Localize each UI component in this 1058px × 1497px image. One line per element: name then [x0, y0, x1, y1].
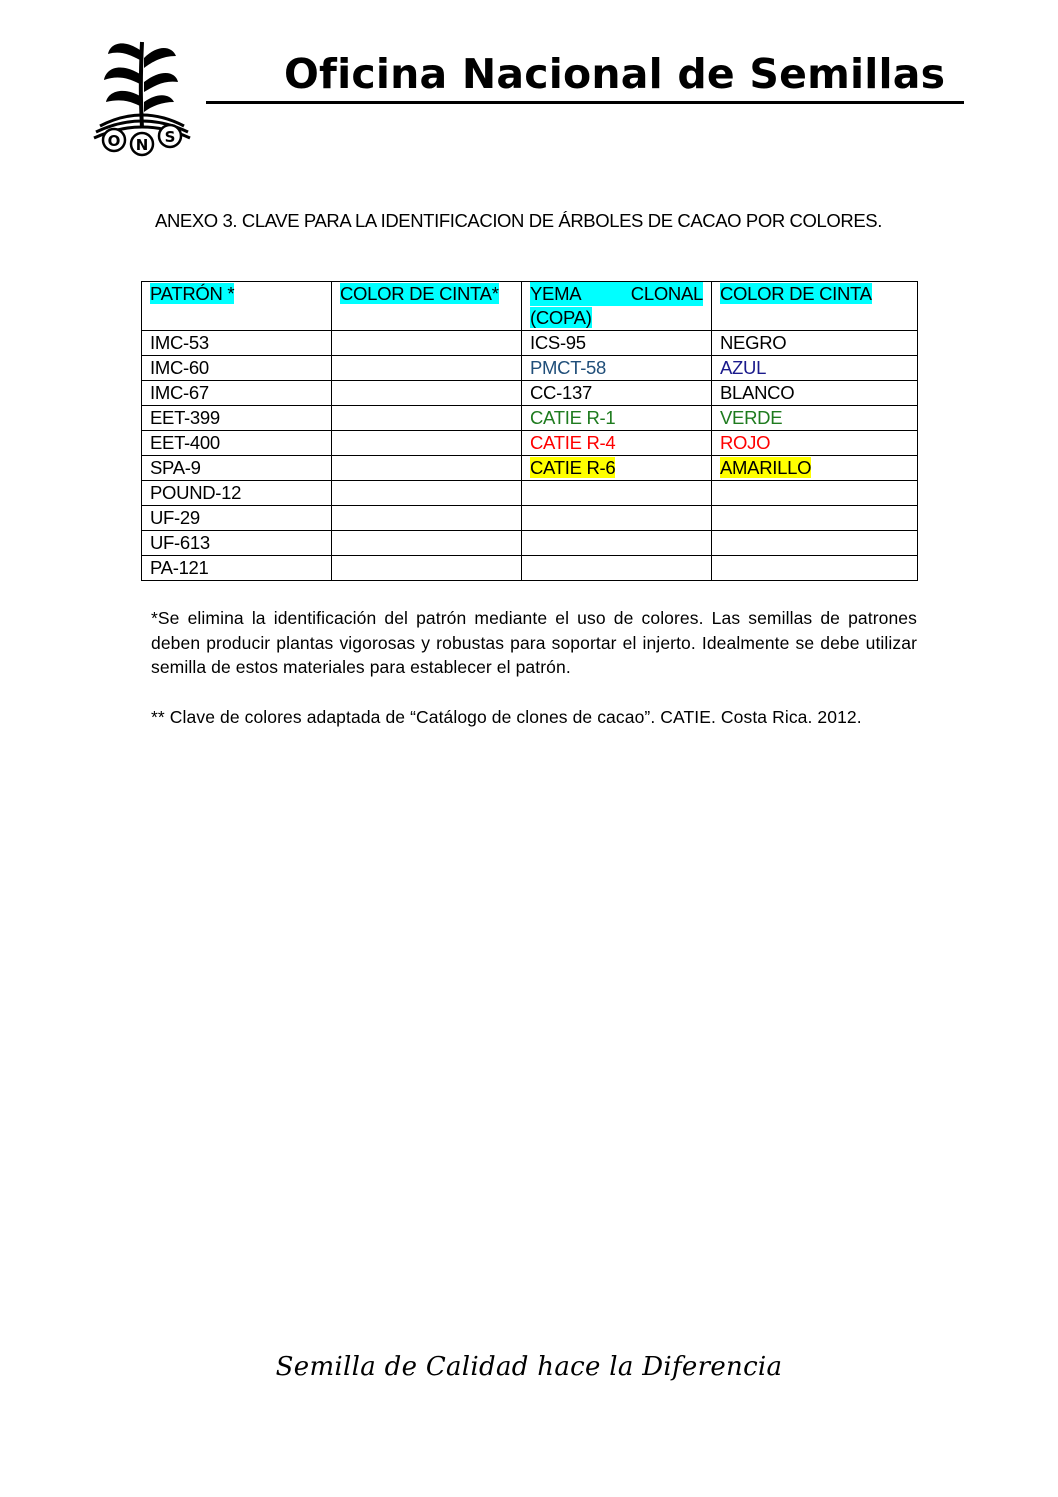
cell-yema: CATIE R-4	[522, 431, 712, 456]
cell-color: AMARILLO	[712, 456, 918, 481]
footnote-source: ** Clave de colores adaptada de “Catálogo de clones de cacao”. CATIE. Costa Rica. 2012.	[151, 707, 862, 727]
cell-color-patron	[332, 431, 522, 456]
cell-color: BLANCO	[712, 381, 918, 406]
cell-patron: EET-400	[142, 431, 332, 456]
cell-patron: POUND-12	[142, 481, 332, 506]
cell-color	[712, 556, 918, 581]
header-color-cinta-patron: COLOR DE CINTA*	[332, 282, 522, 331]
cell-yema	[522, 531, 712, 556]
cell-patron: EET-399	[142, 406, 332, 431]
cell-color	[712, 481, 918, 506]
cell-color	[712, 531, 918, 556]
cell-color-patron	[332, 506, 522, 531]
cell-yema: ICS-95	[522, 331, 712, 356]
footnote-patron: *Se elimina la identificación del patrón mediante el uso de colores. Las semillas de patrones deben producir plantas vigorosas y robustas para soportar el injerto. Idealmente se debe utilizar semilla de estos materiales para establecer el patrón.	[151, 608, 917, 677]
cell-yema: CC-137	[522, 381, 712, 406]
annex-title: ANEXO 3. CLAVE PARA LA IDENTIFICACION DE ÁRBOLES DE CACAO POR COLORES.	[155, 210, 882, 231]
cell-color	[712, 506, 918, 531]
cell-patron: SPA-9	[142, 456, 332, 481]
cell-color: NEGRO	[712, 331, 918, 356]
cell-color-patron	[332, 556, 522, 581]
cell-color-patron	[332, 356, 522, 381]
cell-yema	[522, 481, 712, 506]
cell-patron: IMC-53	[142, 331, 332, 356]
table-row	[142, 506, 918, 531]
table-row	[142, 356, 918, 381]
organization-title: Oficina Nacional de Semillas	[284, 50, 946, 98]
logo-letter-n: N	[135, 136, 149, 154]
table-row	[142, 381, 918, 406]
cell-patron: IMC-60	[142, 356, 332, 381]
cell-color-patron	[332, 531, 522, 556]
cell-yema: CATIE R-1	[522, 406, 712, 431]
footer-tagline: Semilla de Calidad hace la Diferencia	[275, 1352, 783, 1382]
cell-color-patron	[332, 381, 522, 406]
cell-color-patron	[332, 406, 522, 431]
cell-patron: PA-121	[142, 556, 332, 581]
cell-color-patron	[332, 331, 522, 356]
cell-patron: UF-29	[142, 506, 332, 531]
header-yema-clonal: YEMA CLONAL (COPA)	[522, 282, 712, 331]
header-color-cinta: COLOR DE CINTA	[712, 282, 918, 331]
table-row	[142, 406, 918, 431]
cell-color: VERDE	[712, 406, 918, 431]
table-row	[142, 456, 918, 481]
cell-color-patron	[332, 481, 522, 506]
title-underline	[206, 101, 964, 104]
ons-logo	[92, 36, 192, 158]
cell-yema	[522, 506, 712, 531]
cell-color-patron	[332, 456, 522, 481]
cell-patron: IMC-67	[142, 381, 332, 406]
table-row	[142, 481, 918, 506]
cell-patron: UF-613	[142, 531, 332, 556]
logo-letter-o: O	[107, 132, 121, 150]
cell-yema: PMCT-58	[522, 356, 712, 381]
logo-letter-s: S	[164, 128, 176, 146]
color-key-table	[141, 281, 918, 581]
cell-color: ROJO	[712, 431, 918, 456]
table-row	[142, 556, 918, 581]
cell-color: AZUL	[712, 356, 918, 381]
seedling-logo-icon	[92, 36, 192, 158]
table-row	[142, 331, 918, 356]
cell-yema	[522, 556, 712, 581]
table-row	[142, 431, 918, 456]
header-patron: PATRÓN *	[142, 282, 332, 331]
cell-yema: CATIE R-6	[522, 456, 712, 481]
table-row	[142, 531, 918, 556]
table-header-row	[142, 282, 918, 331]
